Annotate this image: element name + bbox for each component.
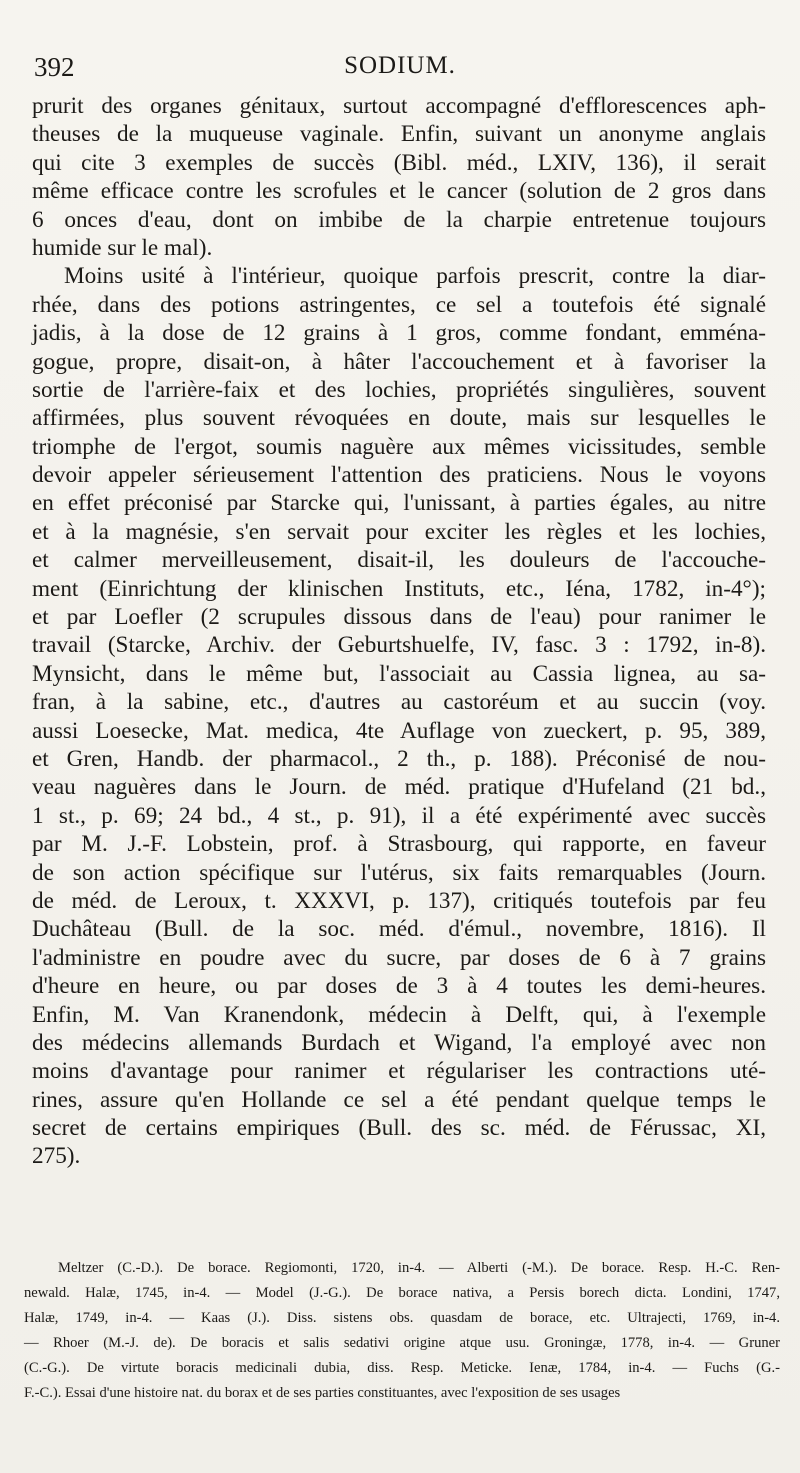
footnote-line: (C.-G.). De virtute boracis medicinali dubia, diss. Resp. Meticke. Ienæ, 1784, in-4. — Fuchs (G.- xyxy=(24,1360,780,1376)
text-line: prurit des organes génitaux, surtout accompagné d'efflorescences aph- xyxy=(32,93,766,119)
text-line: même efficace contre les scrofules et le cancer (solution de 2 gros dans xyxy=(32,178,766,205)
footnotes xyxy=(24,1256,780,1406)
text-line: et par Loefler (2 scrupules dissous dans de l'eau) pour ranimer le xyxy=(32,604,766,631)
text-line: travail (Starcke, Archiv. der Geburtshuelfe, IV, fasc. 3 : 1792, in-8). xyxy=(32,632,766,659)
text-line: de son action spécifique sur l'utérus, six faits remarquables (Journ. xyxy=(32,859,766,886)
text-line: 1 st., p. 69; 24 bd., 4 st., p. 91), il a été expérimenté avec succès xyxy=(32,802,766,829)
text-line: jadis, à la dose de 12 grains à 1 gros, comme fondant, emména- xyxy=(32,320,766,347)
text-line: moins d'avantage pour ranimer et régulariser les contractions uté- xyxy=(32,1058,766,1085)
text-line: rines, assure qu'en Hollande ce sel a été pendant quelque temps le xyxy=(32,1086,766,1113)
text-line: sortie de l'arrière-faix et des lochies, propriétés singulières, souvent xyxy=(32,376,766,403)
footnote-line: Meltzer (C.-D.). De borace. Regiomonti, 1720, in-4. — Alberti (-M.). De borace. Resp. H.-C. Ren- xyxy=(58,1260,780,1276)
text-line: gogue, propre, disait-on, à hâter l'accouchement et à favoriser la xyxy=(32,348,766,375)
running-head xyxy=(34,52,766,88)
text-line: Mynsicht, dans le même but, l'associait au Cassia lignea, au sa- xyxy=(32,660,766,687)
text-line: de méd. de Leroux, t. XXXVI, p. 137), critiqués toutefois par feu xyxy=(32,887,766,914)
text-line: rhée, dans des potions astringentes, ce sel a toutefois été signalé xyxy=(32,291,766,318)
text-line: humide sur le mal). xyxy=(32,234,213,261)
text-line: et calmer merveilleusement, disait-il, les douleurs de l'accouche- xyxy=(32,547,766,574)
text-line: par M. J.-F. Lobstein, prof. à Strasbourg, qui rapporte, en faveur xyxy=(32,831,766,858)
text-line: Moins usité à l'intérieur, quoique parfois prescrit, contre la diar- xyxy=(64,263,766,290)
text-line: et Gren, Handb. der pharmacol., 2 th., p. 188). Préconisé de nou- xyxy=(32,745,766,772)
text-line: theuses de la muqueuse vaginale. Enfin, suivant un anonyme anglais xyxy=(32,121,766,148)
text-line: secret de certains empiriques (Bull. des sc. méd. de Férussac, XI, xyxy=(32,1115,766,1142)
body-text xyxy=(32,92,766,1171)
text-line: et à la magnésie, s'en servait pour exciter les règles et les lochies, xyxy=(32,518,766,545)
text-line: 6 onces d'eau, dont on imbibe de la charpie entretenue toujours xyxy=(32,206,766,233)
text-line: aussi Loesecke, Mat. medica, 4te Auflage von zueckert, p. 95, 389, xyxy=(32,717,766,744)
footnote-line: newald. Halæ, 1745, in-4. — Model (J.-G.). De borace nativa, a Persis borech dicta. Londini, 1747, xyxy=(24,1285,780,1301)
footnote-line: — Rhoer (M.-J. de). De boracis et salis sedativi origine atque usu. Groningæ, 1778, in-4. — Gruner xyxy=(24,1335,780,1351)
text-line: fran, à la sabine, etc., d'autres au castoréum et au succin (voy. xyxy=(32,689,766,716)
text-line: en effet préconisé par Starcke qui, l'unissant, à parties égales, au nitre xyxy=(32,490,766,517)
text-line: Enfin, M. Van Kranendonk, médecin à Delft, qui, à l'exemple xyxy=(32,1001,766,1028)
text-line: des médecins allemands Burdach et Wigand, l'a employé avec non xyxy=(32,1029,766,1056)
text-line: affirmées, plus souvent révoquées en doute, mais sur lesquelles le xyxy=(32,405,766,432)
text-line: ment (Einrichtung der klinischen Instituts, etc., Iéna, 1782, in-4°); xyxy=(32,575,766,602)
footnote-line: F.-C.). Essai d'une histoire nat. du borax et de ses parties constituantes, avec l'exposition de ses usages xyxy=(24,1385,621,1401)
text-line: qui cite 3 exemples de succès (Bibl. méd., LXIV, 136), il serait xyxy=(32,149,766,176)
text-line: triomphe de l'ergot, soumis naguère aux mêmes vicissitudes, semble xyxy=(32,433,766,460)
text-line: devoir appeler sérieusement l'attention des praticiens. Nous le voyons xyxy=(32,462,766,489)
page-number: 392 xyxy=(34,52,75,82)
text-line: d'heure en heure, ou par doses de 3 à 4 toutes les demi-heures. xyxy=(32,973,766,1000)
text-line: 275). xyxy=(32,1143,81,1170)
footnote-line: Halæ, 1749, in-4. — Kaas (J.). Diss. sistens obs. quasdam de borace, etc. Ultrajecti, 1769, in-4. xyxy=(24,1310,780,1326)
text-line: Duchâteau (Bull. de la soc. méd. d'émul., novembre, 1816). Il xyxy=(32,916,766,943)
text-line: veau naguères dans le Journ. de méd. pratique d'Hufeland (21 bd., xyxy=(32,774,766,801)
text-line: l'administre en poudre avec du sucre, par doses de 6 à 7 grains xyxy=(32,944,766,971)
running-title: SODIUM. xyxy=(344,52,456,79)
